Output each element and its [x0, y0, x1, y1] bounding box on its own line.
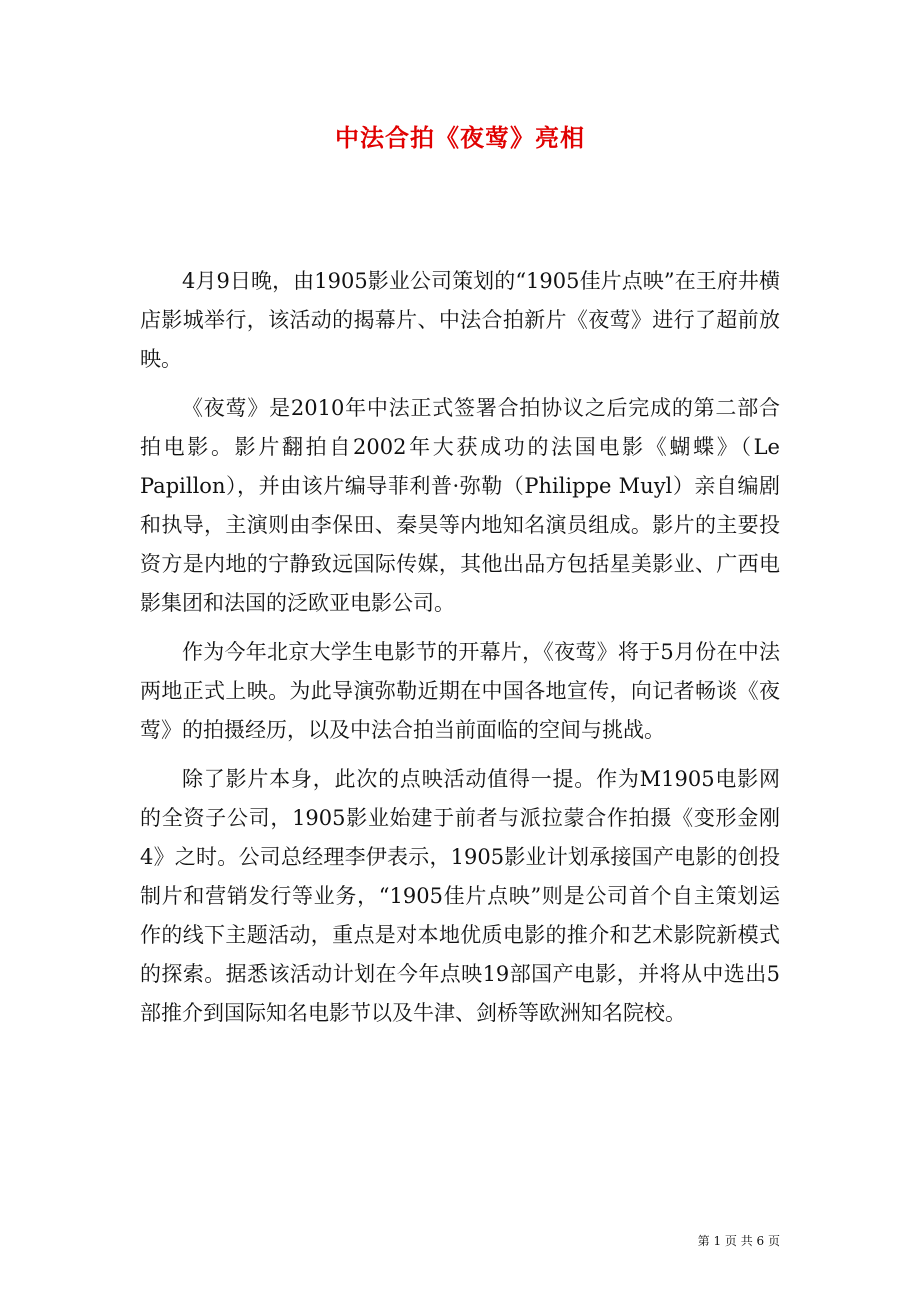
- document-title: 中法合拍《夜莺》亮相: [335, 123, 585, 152]
- document-body: [140, 262, 780, 1043]
- paragraph-3: 作为今年北京大学生电影节的开幕片，《夜莺》将于5月份在中法两地正式上映。为此导演弥勒近期在中国各地宣传，向记者畅谈《夜莺》的拍摄经历，以及中法合拍当前面临的空间与挑战。: [140, 640, 780, 742]
- paragraph-4: 除了影片本身，此次的点映活动值得一提。作为M1905电影网的全资子公司，1905影业始建于前者与派拉蒙合作拍摄《变形金刚4》之时。公司总经理李伊表示，1905影业计划承接国产电影的创投制片和营销发行等业务，“1905佳片点映”则是公司首个自主策划运作的线下主题活动，重点是对本地优质电影的推介和艺术影院新模式的探索。据悉该活动计划在今年点映19部国产电影，并将从中选出5部推介到国际知名电影节以及牛津、剑桥等欧洲知名院校。: [140, 767, 780, 1025]
- page-number-footer: 第 1 页 共 6 页: [697, 1234, 780, 1248]
- paragraph-1: 4月9日晚，由1905影业公司策划的“1905佳片点映”在王府井横店影城举行，该活动的揭幕片、中法合拍新片《夜莺》进行了超前放映。: [140, 269, 780, 371]
- paragraph-2: 《夜莺》是2010年中法正式签署合拍协议之后完成的第二部合拍电影。影片翻拍自2002年大获成功的法国电影《蝴蝶》（Le Papillon），并由该片编导菲利普·弥勒（Philippe Muyl）亲自编剧和执导，主演则由李保田、秦昊等内地知名演员组成。影片的主要投资方是内地的宁静致远国际传媒，其他出品方包括星美影业、广西电影集团和法国的泛欧亚电影公司。: [140, 396, 780, 615]
